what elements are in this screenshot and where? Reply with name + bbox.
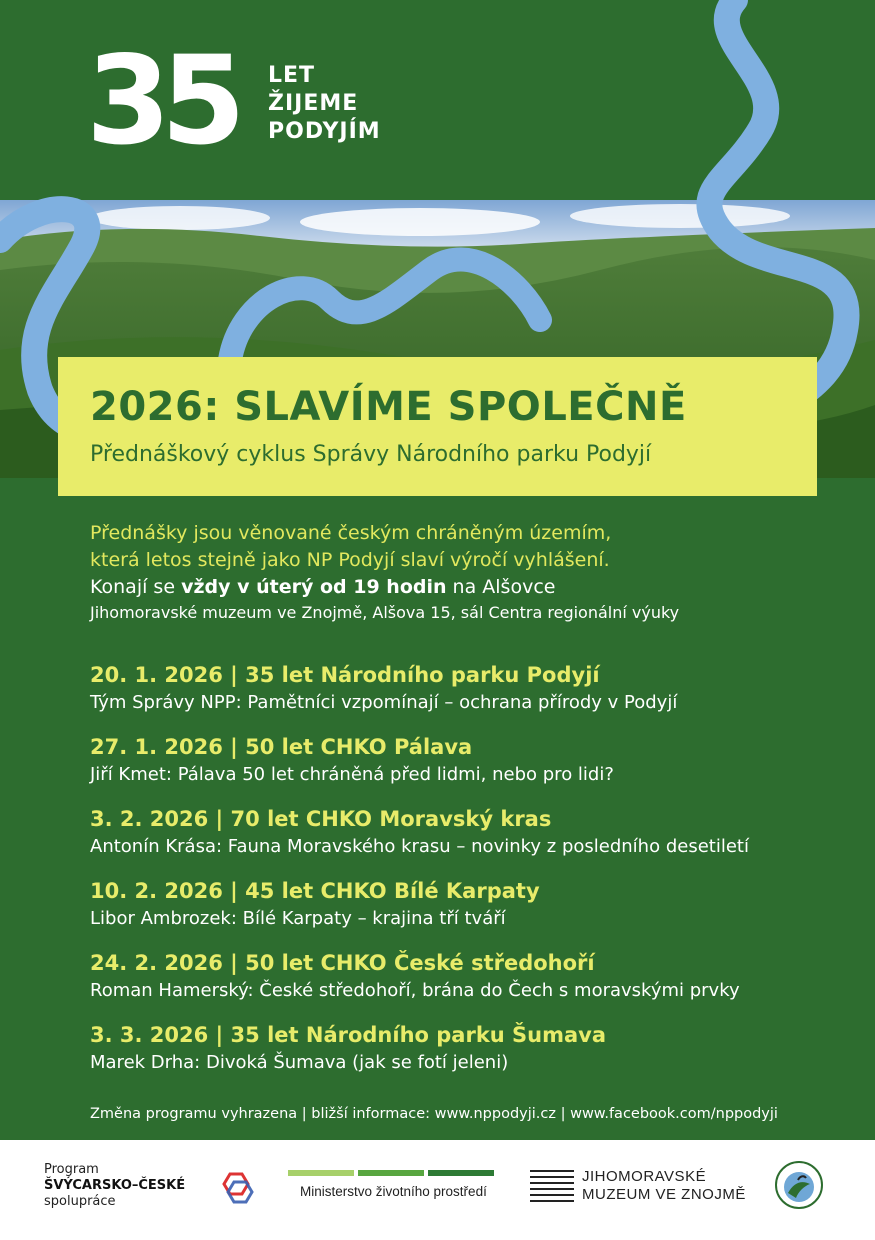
event-description: Libor Ambrozek: Bílé Karpaty – krajina tří tváří <box>90 908 506 929</box>
event-list <box>90 660 860 1092</box>
swiss-czech-hexagon-icon <box>216 1170 256 1206</box>
event-heading: 10. 2. 2026 | 45 let CHKO Bílé Karpaty <box>90 879 540 903</box>
logo-words <box>268 62 381 146</box>
page-subtitle: Přednáškový cyklus Správy Národního parku Podyjí <box>90 442 652 467</box>
event-item <box>90 804 860 876</box>
intro-line-3-post: na Alšovce <box>446 576 556 598</box>
intro-venue: Jihomoravské muzeum ve Znojmě, Alšova 15, sál Centra regionální výuky <box>90 603 680 622</box>
swiss-czech-program-logo <box>44 1162 254 1218</box>
event-item <box>90 948 860 1020</box>
event-item <box>90 732 860 804</box>
intro-line-3-bold: vždy v úterý od 19 hodin <box>181 576 447 598</box>
national-park-badge-icon <box>774 1160 824 1210</box>
swiss-logo-line-1: Program <box>44 1162 99 1177</box>
intro-line-3-pre: Konají se <box>90 576 182 598</box>
event-description: Roman Hamerský: České středohoří, brána do Čech s moravskými prvky <box>90 980 740 1001</box>
logo-line-3: PODYJÍM <box>268 119 381 144</box>
intro-text <box>90 520 850 625</box>
intro-line-3 <box>90 574 850 601</box>
event-description: Marek Drha: Divoká Šumava (jak se fotí jeleni) <box>90 1052 509 1073</box>
swiss-logo-line-2: ŠVÝCARSKO–ČESKÉ <box>44 1178 186 1193</box>
swiss-logo-line-3: spolupráce <box>44 1194 116 1209</box>
museum-lines-icon <box>530 1170 574 1204</box>
event-description: Tým Správy NPP: Pamětníci vzpomínají – ochrana přírody v Podyjí <box>90 692 678 713</box>
museum-name-line-2: MUZEUM VE ZNOJMĚ <box>582 1186 746 1203</box>
event-heading: 3. 3. 2026 | 35 let Národního parku Šumava <box>90 1023 607 1047</box>
ministry-name: Ministerstvo životního prostředí <box>300 1184 487 1199</box>
footer-note: Změna programu vyhrazena | bližší informace: www.nppodyji.cz | www.facebook.com/nppodyji <box>90 1106 778 1122</box>
logo-line-1: LET <box>268 63 316 88</box>
title-box <box>58 357 817 496</box>
logo-number: 35 <box>86 30 236 172</box>
event-heading: 24. 2. 2026 | 50 let CHKO České středohoří <box>90 951 595 975</box>
museum-logo <box>530 1168 750 1208</box>
ministry-stripes-icon <box>288 1170 494 1176</box>
intro-line-2: která letos stejně jako NP Podyjí slaví výročí vyhlášení. <box>90 549 610 571</box>
museum-name <box>582 1168 746 1204</box>
event-description: Jiří Kmet: Pálava 50 let chráněná před lidmi, nebo pro lidi? <box>90 764 614 785</box>
logo-line-2: ŽIJEME <box>268 91 359 116</box>
event-item <box>90 660 860 732</box>
event-heading: 20. 1. 2026 | 35 let Národního parku Podyjí <box>90 663 600 687</box>
museum-name-line-1: JIHOMORAVSKÉ <box>582 1168 707 1185</box>
event-item <box>90 1020 860 1092</box>
ministry-environment-logo <box>288 1170 494 1210</box>
anniversary-logo <box>86 30 416 172</box>
event-item <box>90 876 860 948</box>
partner-logos-bar <box>0 1140 875 1240</box>
event-heading: 3. 2. 2026 | 70 let CHKO Moravský kras <box>90 807 552 831</box>
page-title: 2026: SLAVÍME SPOLEČNĚ <box>90 384 687 430</box>
intro-line-1: Přednášky jsou věnované českým chráněným územím, <box>90 522 612 544</box>
event-heading: 27. 1. 2026 | 50 let CHKO Pálava <box>90 735 473 759</box>
event-description: Antonín Krása: Fauna Moravského krasu – novinky z posledního desetiletí <box>90 836 749 857</box>
